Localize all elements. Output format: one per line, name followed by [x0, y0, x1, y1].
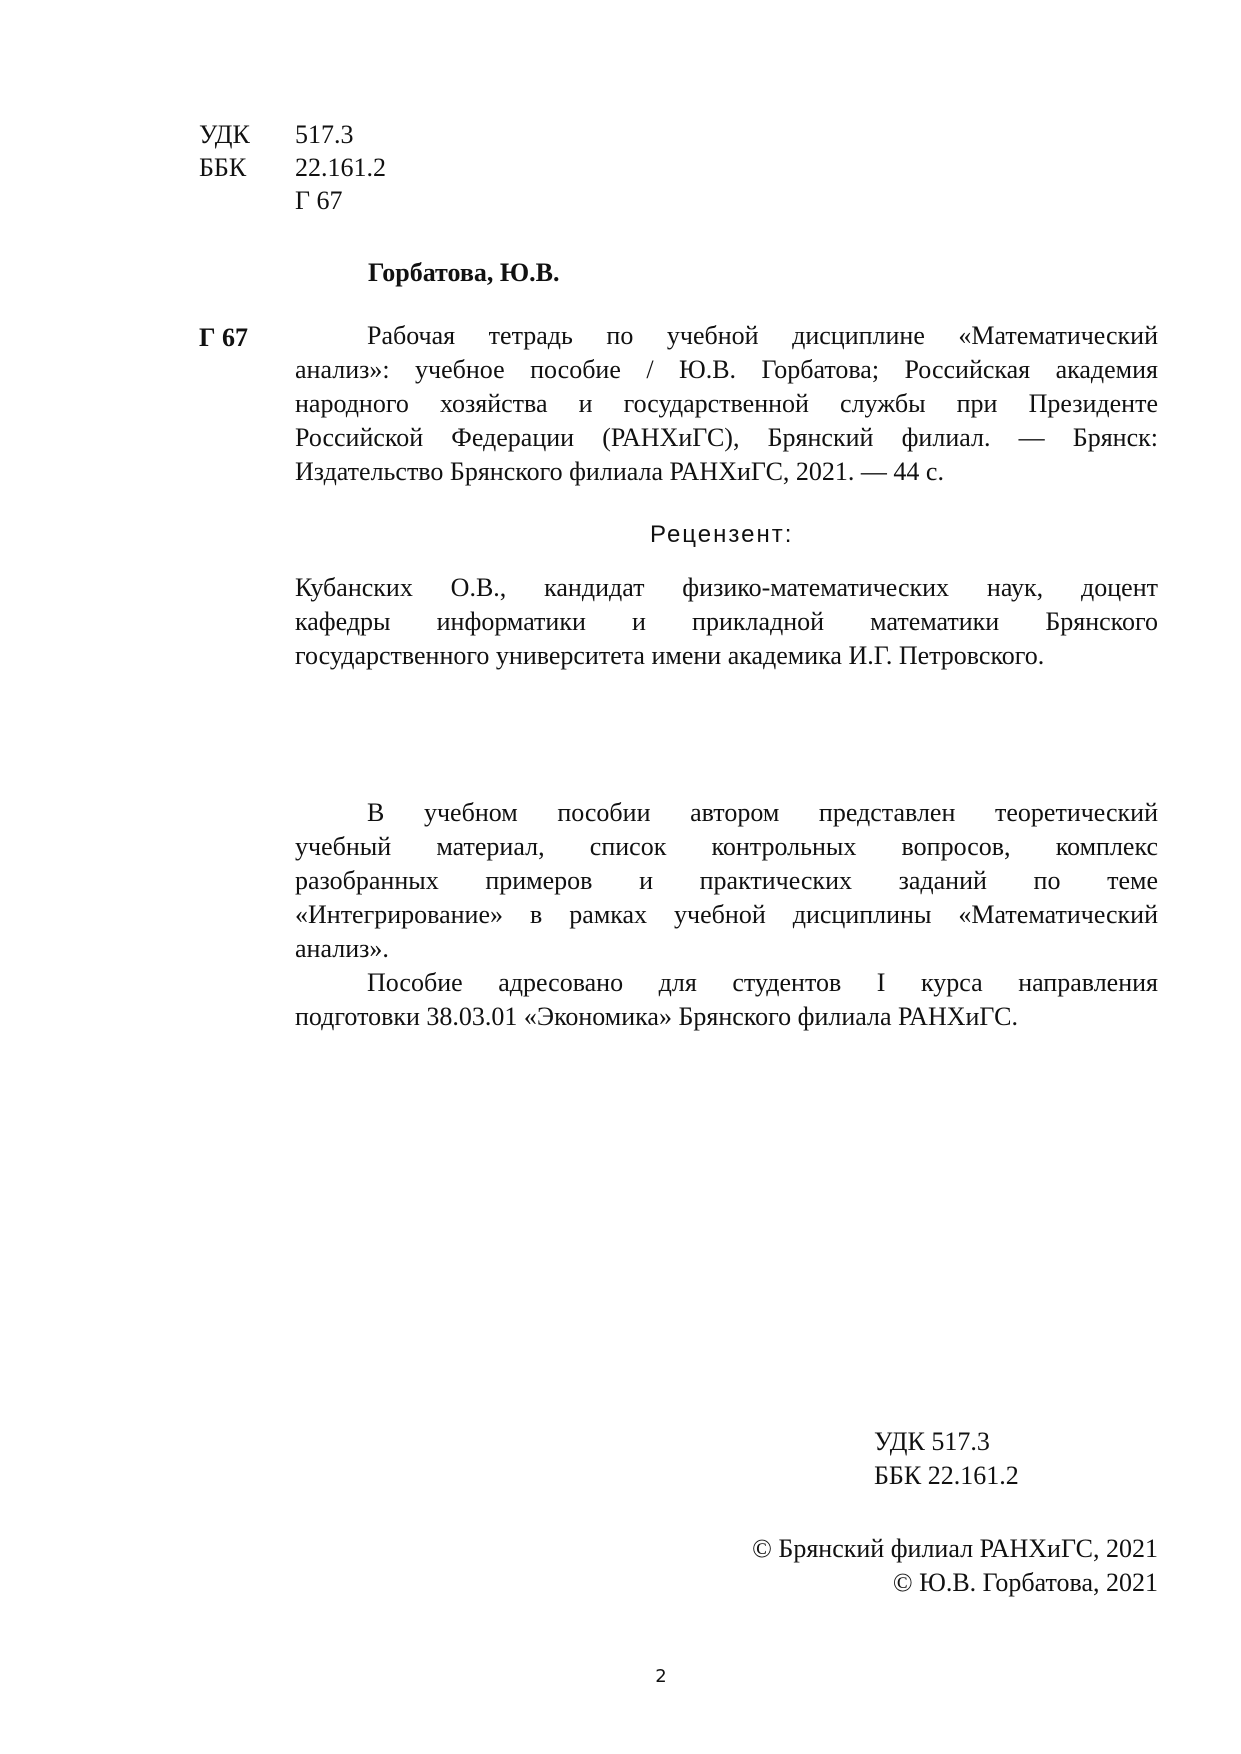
annotation-line: учебный материал, список контрольных вопросов, комплекс — [295, 832, 1158, 861]
footer-udk: УДК 517.3 — [874, 1427, 990, 1456]
footer-bbk: ББК 22.161.2 — [874, 1461, 1019, 1490]
author-sign-bold: Г 67 — [199, 323, 249, 352]
description-line: народного хозяйства и государственной службы при Президенте — [295, 389, 1158, 418]
description-line: Рабочая тетрадь по учебной дисциплине «Математический — [367, 321, 1158, 350]
udk-label: УДК — [199, 120, 250, 149]
copyright-block — [752, 1532, 1158, 1600]
reviewer-line: государственного университета имени академика И.Г. Петровского. — [295, 641, 1045, 670]
annotation-line: анализ». — [295, 934, 389, 963]
bbk-value: 22.161.2 — [295, 153, 386, 182]
page-number: 2 — [655, 1666, 667, 1687]
description-block — [295, 319, 1158, 489]
reviewer-line: кафедры информатики и прикладной математики Брянского — [295, 607, 1158, 636]
description-line: Издательство Брянского филиала РАНХиГС, 2021. — 44 с. — [295, 457, 944, 486]
copyright-line: © Ю.В. Горбатова, 2021 — [892, 1568, 1158, 1597]
description-line: анализ»: учебное пособие / Ю.В. Горбатова; Российская академия — [295, 355, 1158, 384]
author-sign-code: Г 67 — [295, 186, 343, 215]
reviewer-line: Кубанских О.В., кандидат физико-математических наук, доцент — [295, 573, 1158, 602]
udk-value: 517.3 — [295, 120, 354, 149]
annotation-line: подготовки 38.03.01 «Экономика» Брянского филиала РАНХиГС. — [295, 1002, 1018, 1031]
annotation-line: В учебном пособии автором представлен теоретический — [367, 798, 1158, 827]
copyright-line: © Брянский филиал РАНХиГС, 2021 — [752, 1534, 1158, 1563]
annotation-line: «Интегрирование» в рамках учебной дисциплины «Математический — [295, 900, 1158, 929]
bbk-label: ББК — [199, 153, 247, 182]
reviewer-block — [295, 571, 1158, 673]
annotation-line: Пособие адресовано для студентов I курса направления — [367, 968, 1158, 997]
reviewer-heading: Рецензент: — [650, 521, 794, 548]
description-line: Российской Федерации (РАНХиГС), Брянский филиал. — Брянск: — [295, 423, 1158, 452]
annotation-line: разобранных примеров и практических заданий по теме — [295, 866, 1158, 895]
annotation-block — [295, 796, 1158, 1034]
author-heading: Горбатова, Ю.В. — [368, 258, 560, 287]
